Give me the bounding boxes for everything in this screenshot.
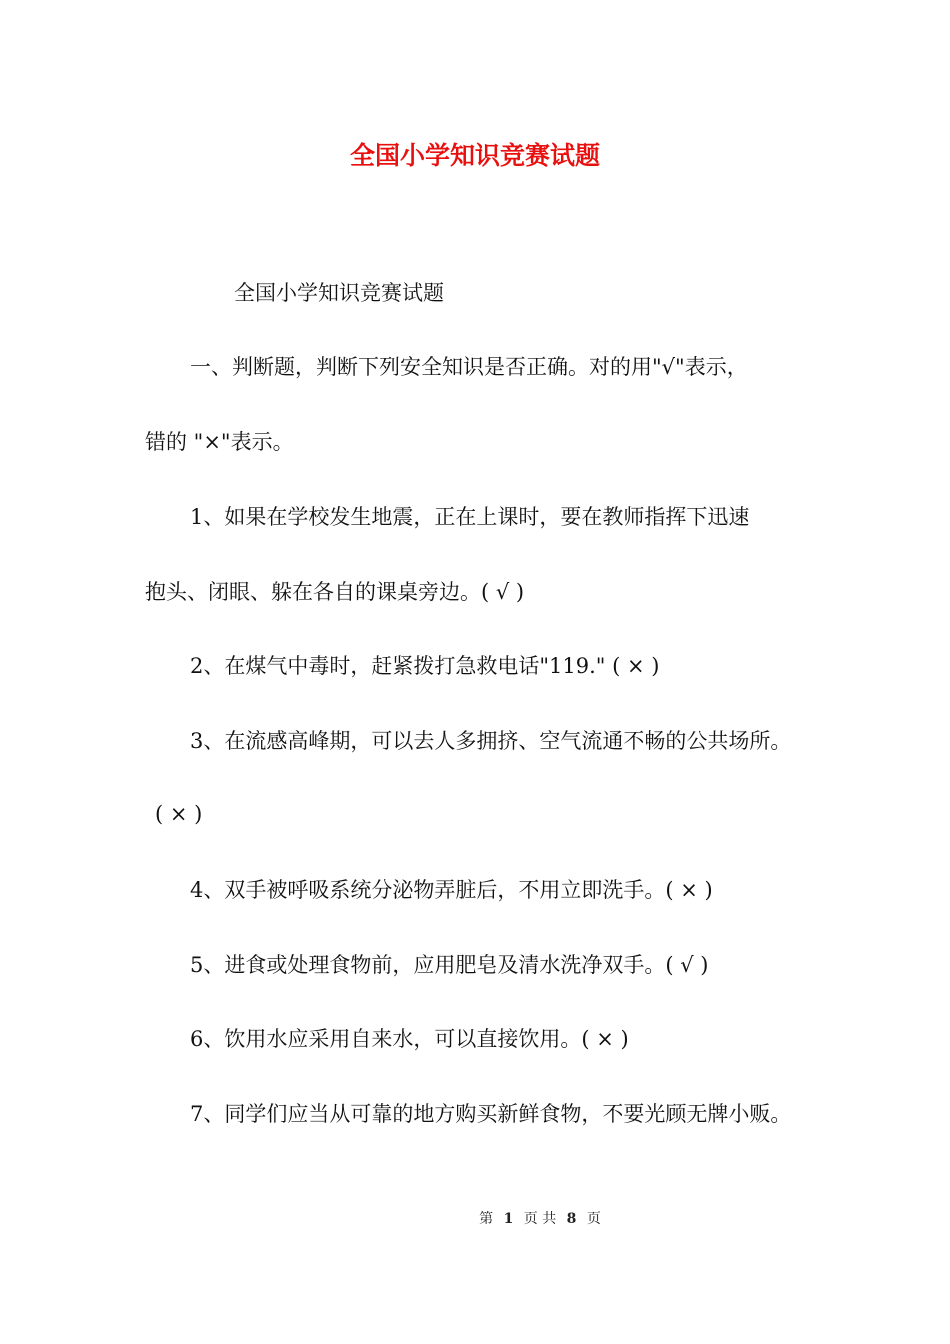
subtitle: 全国小学知识竞赛试题 — [234, 281, 444, 305]
question-3-line-1: 3、在流感高峰期，可以去人多拥挤、空气流通不畅的公共场所。 — [190, 729, 792, 753]
footer-middle: 页 共 — [523, 1211, 557, 1227]
question-1-line-2: 抱头、闭眼、躲在各自的课桌旁边。( √ ) — [145, 580, 525, 604]
question-2: 2、在煤气中毒时，赶紧拨打急救电话"119." ( × ) — [190, 654, 660, 678]
question-1-line-1: 1、如果在学校发生地震，正在上课时，要在教师指挥下迅速 — [190, 505, 750, 529]
footer-suffix: 页 — [586, 1211, 601, 1227]
section-heading-line-1: 一、判断题，判断下列安全知识是否正确。对的用"√"表示， — [190, 355, 748, 379]
question-6: 6、饮用水应采用自来水，可以直接饮用。( × ) — [190, 1027, 629, 1051]
question-5: 5、进食或处理食物前，应用肥皂及清水洗净双手。( √ ) — [190, 953, 709, 977]
question-3-line-2: ( × ) — [155, 802, 203, 826]
question-4: 4、双手被呼吸系统分泌物弄脏后，不用立即洗手。( × ) — [190, 878, 713, 902]
page-footer — [0, 1208, 950, 1228]
footer-total-pages: 8 — [566, 1211, 577, 1227]
document-title: 全国小学知识竞赛试题 — [349, 141, 600, 170]
section-heading-line-2: 错的 "×"表示。 — [145, 430, 294, 454]
footer-prefix: 第 — [479, 1211, 494, 1227]
footer-current-page: 1 — [503, 1211, 514, 1227]
question-7-line-1: 7、同学们应当从可靠的地方购买新鲜食物，不要光顾无牌小贩。 — [190, 1102, 792, 1126]
